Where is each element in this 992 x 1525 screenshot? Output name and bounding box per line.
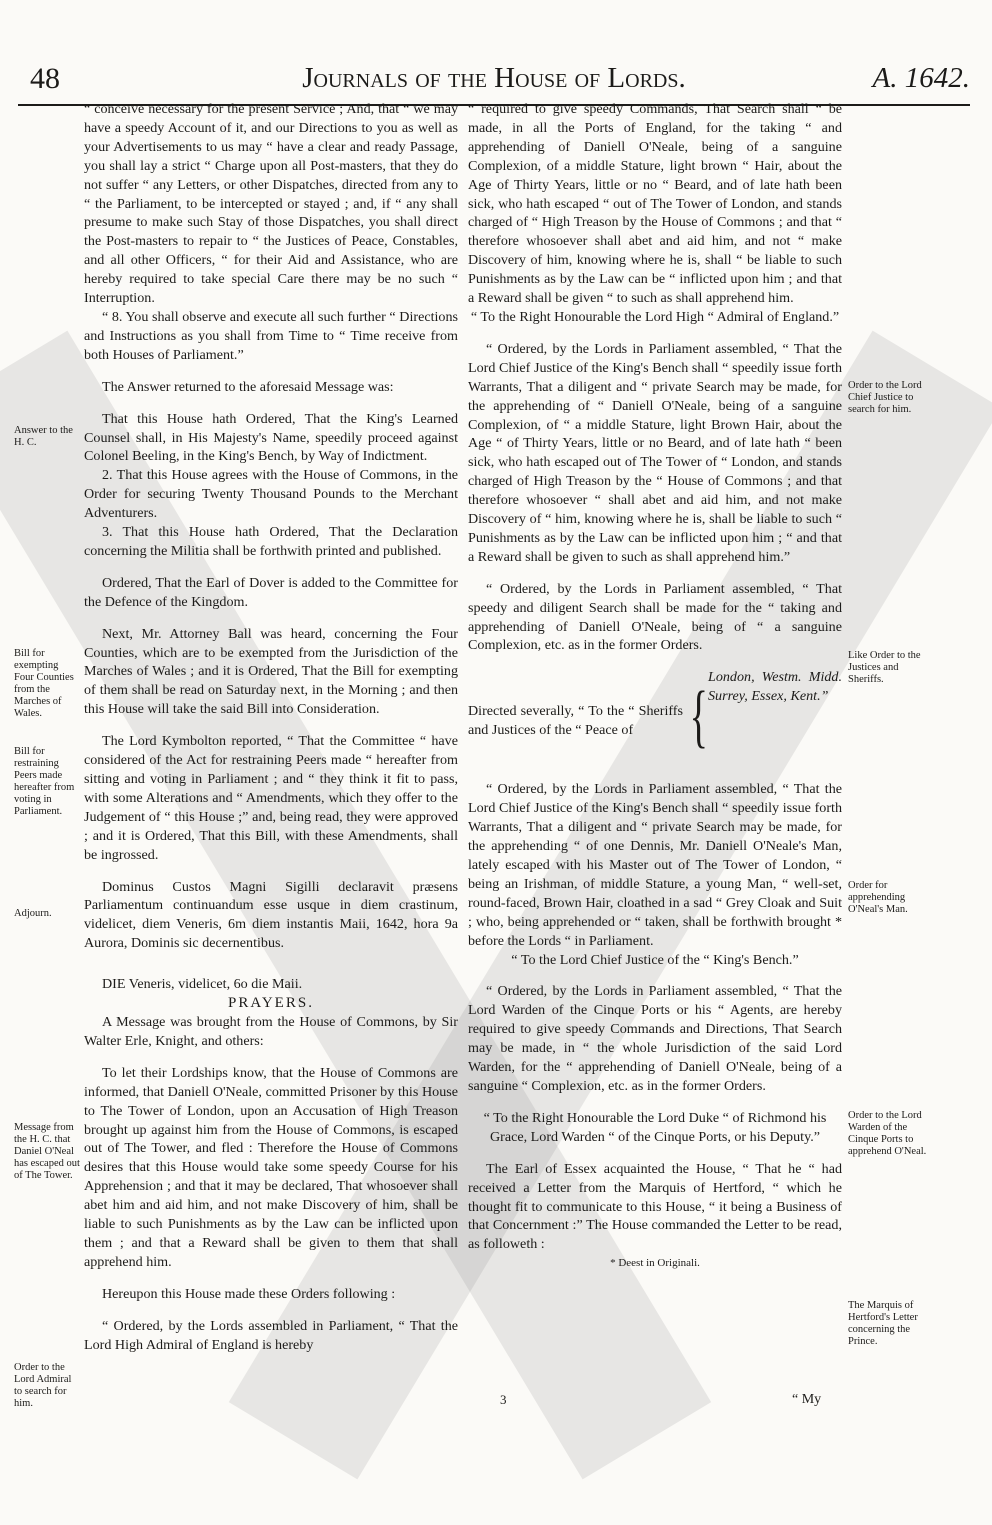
margin-note: Answer to the H. C. [14,425,73,448]
paragraph: The Answer returned to the aforesaid Message was: [102,378,394,395]
paragraph: To let their Lordships know, that the House of Commons are informed, that Daniell O'Neale, committed Prisoner by this House to The Tower of London, upon an Accusation of High Treason brought up against him from the House of Commons, is escaped out of The Tower, and fled : Therefore the House of Commons desires that this House would take some speedy Course for his Apprehension ; and that it may be declared, That whosoever shall abet him and aid him, and not make Discovery of him, shall be liable to such Punishments as by the Law can be inflicted upon them ; and that a Reward shall be given to them that shall apprehend him. [84,1064,458,1270]
signature-mark: 3 [500,1392,507,1407]
running-title: Journals of the House of Lords. [302,62,686,94]
paragraph: Dominus Custos Magni Sigilli declaravit præsens Parliamentum continuandum esse usque in diem crastinum, videlicet, diem Veneris, 6m diem instantis Maii, 1642, hora 9a Aurora, Dominis sic decernentibus. [84,878,458,952]
paragraph: “ Ordered, by the Lords in Parliament assembled, “ That speedy and diligent Search shall be made for the “ taking and apprehending of Daniell O'Neale, being of “ a sanguine Complexion, etc. as in the former Orders. [468,580,842,654]
paragraph: “ required to give speedy Commands, That Search shall “ be made, in all the Ports of England, for the taking “ and apprehending of Daniell O'Neale, being of a sanguine Complexion, of a middle Stature, light brown “ Hair, about the Age of Thirty Years, little or no “ Beard, and of late hath been sick, who hath escaped “ out of The Tower of London, and stands charged of “ High Treason by the House of Commons ; and that “ therefore whosoever shall abet and aid him, and not “ make Discovery of him, knowing where he is, shall “ be liable to such Punishments as by the Law can be “ inflicted upon him ; and that a Reward shall be given “ to such as shall apprehend him. [468,101,842,307]
address-line: “ To the Lord Chief Justice of the “ King's Bench.” [511,951,799,968]
left-column [84,100,458,1354]
page-number: 48 [30,62,60,95]
paragraph: 3. That this House hath Ordered, That the Declaration concerning the Militia shall be forthwith printed and published. [84,524,458,559]
catchword: “ My [792,1392,822,1407]
paragraph: “ Ordered, by the Lords in Parliament assembled, “ That the Lord Warden of the Cinque Ports or his “ Agents, are hereby required to give speedy Commands and Directions, That Search may be made, in “ the whole Jurisdiction of the said Lord Warden, for the “ apprehending of Daniell O'Neale, being of a sanguine “ Complexion, etc. as in the former Orders. [468,983,842,1094]
paragraph: “ 8. You shall observe and execute all such further “ Directions and Instructions as you shall from Time to “ Time receive from both Houses of Parliament.” [84,308,458,363]
margin-note: Order to the Lord Chief Justice to search for him. [848,380,922,415]
address-line: “ To the Right Honourable the Lord Duke “ of Richmond his Grace, Lord Warden “ of the Cinque Ports, or his Deputy.” [483,1109,827,1145]
margin-note: Bill for restraining Peers made hereafter from voting in Parliament. [14,746,75,817]
paragraph: “ Ordered, by the Lords in Parliament assembled, “ That the Lord Chief Justice of the King's Bench shall “ speedily issue forth Warrants, That a diligent and “ private Search may be made, for the apprehending of “ Daniell O'Neale, being of a sanguine Complexion, of “ a middle Stature, light Brown Hair, about the Age “ of Thirty Years, little or no Beard, and of late hath “ been sick, who hath escaped out of The Tower of “ London, and stands charged of High Treason by the “ House of Commons ; and that therefore whosoever “ shall abet and aid him, and not make Discovery of “ him, knowing where he is, shall be liable to such “ Punishments as by the Law can be inflicted upon him ; “ and that a Reward shall be given to such as shall apprehend him.” [468,340,842,565]
day-heading: DIE Veneris, videlicet, 6o die Maii. [102,976,303,993]
counties-list: London, Westm. Midd. Surrey, Essex, Kent.” [708,669,842,705]
margin-note: The Marquis of Hertford's Letter concerning the Prince. [848,1300,918,1347]
year-label: A. 1642. [872,62,970,94]
margin-note: Order to the Lord Warden of the Cinque Ports to apprehend O'Neal. [848,1110,927,1157]
paragraph: A Message was brought from the House of Commons, by Sir Walter Erle, Knight, and others: [84,1013,458,1049]
right-column [468,100,842,1273]
paragraph: The Lord Kymbolton reported, “ That the Committee “ have considered of the Act for restraining Peers made “ hereafter from sitting and voting in Parliament ; and “ they think it fit to pass, with some Alterations and “ Amendments, which they offer to the Judgement of “ this House ;” and, being read, they were approved ; and it is Ordered, That this Bill, with these Amendments, shall be ingrossed. [84,733,458,863]
margin-note: Order to the Lord Admiral to search for him. [14,1362,72,1409]
address-line: “ To the Right Honourable the Lord High “ Admiral of England.” [470,308,840,325]
margin-note: Order for apprehending O'Neal's Man. [848,880,908,915]
paragraph: Next, Mr. Attorney Ball was heard, concerning the Four Counties, which are to be exempted from the Jurisdiction of the Marches of Wales ; and it is Ordered, That the Bill for exempting of them shall be read on Saturday next, in the Morning ; and then this House will take the said Bill into Consideration. [84,625,458,718]
margin-note: Like Order to the Justices and Sheriffs. [848,650,921,685]
margin-note: Adjourn. [14,908,52,919]
prayers-heading: PRAYERS. [228,995,314,1012]
paragraph: “ Ordered, by the Lords in Parliament assembled, “ That the Lord Chief Justice of the King's Bench shall “ speedily issue forth Warrants, That a diligent and “ private Search may be made, for the apprehending “ of one Dennis, Mr. Daniell O'Neale's Man, lately escaped with his Master out of The Tower of London, “ being an Irishman, of middle Stature, a young Man, “ well-set, round-faced, Brown Hair, cloathed in a sad “ Grey Cloak and Suit ; who, being apprehended or “ taken, shall be forthwith brought * before the Lords “ in Parliament. [468,781,842,949]
paragraph: “ Ordered, by the Lords assembled in Parliament, “ That the Lord High Admiral of England is hereby [84,1317,458,1353]
directed-block [468,668,842,780]
paragraph: “ conceive necessary for the present Service ; And, that “ we may have a speedy Account of it, and our Directions to you as well as your Advertisements to us may “ have a clear and ready Passage, you shall lay a strict “ Charge upon all Post-masters, that they do not suffer “ any Letters, or other Dispatches, directed from any to “ the Parliament, to be intercepted or stayed ; and, if “ any shall presume to make such Stay of those Dispatches, you shall direct the Post-masters to repair to “ the Justices of Peace, Constables, and all other Officers, “ for their Aid and Assistance, who are hereby required to take special Care there may be no such “ Interruption. [84,101,458,307]
paragraph: The Earl of Essex acquainted the House, “ That he “ had received a Letter from the Marquis of Hertford, “ which he thought fit to communicate to this House, “ it being a Business of that Concernment :” The House commanded the Letter to be read, as followeth : [468,1160,842,1253]
footnote: * Deest in Originali. [610,1257,700,1270]
margin-note: Bill for exempting Four Counties from the Marches of Wales. [14,648,74,719]
paragraph: That this House hath Ordered, That the King's Learned Counsel shall, in His Majesty's Name, speedily proceed against Colonel Beeling, in the King's Bench, by Way of Indictment. [84,410,458,465]
paragraph: 2. That this House agrees with the House of Commons, in the Order for securing Twenty Thousand Pounds to the Merchant Adventurers. [84,467,458,522]
page-header [18,62,970,102]
directed-text: Directed severally, “ To the “ Sheriffs and Justices of the “ Peace of [468,703,683,739]
paragraph: Ordered, That the Earl of Dover is added to the Committee for the Defence of the Kingdom. [84,574,458,610]
paragraph: Hereupon this House made these Orders following : [102,1285,396,1302]
margin-note: Message from the H. C. that Daniel O'Neal has escaped out of The Tower. [14,1122,80,1181]
brace-glyph: { [689,678,709,756]
